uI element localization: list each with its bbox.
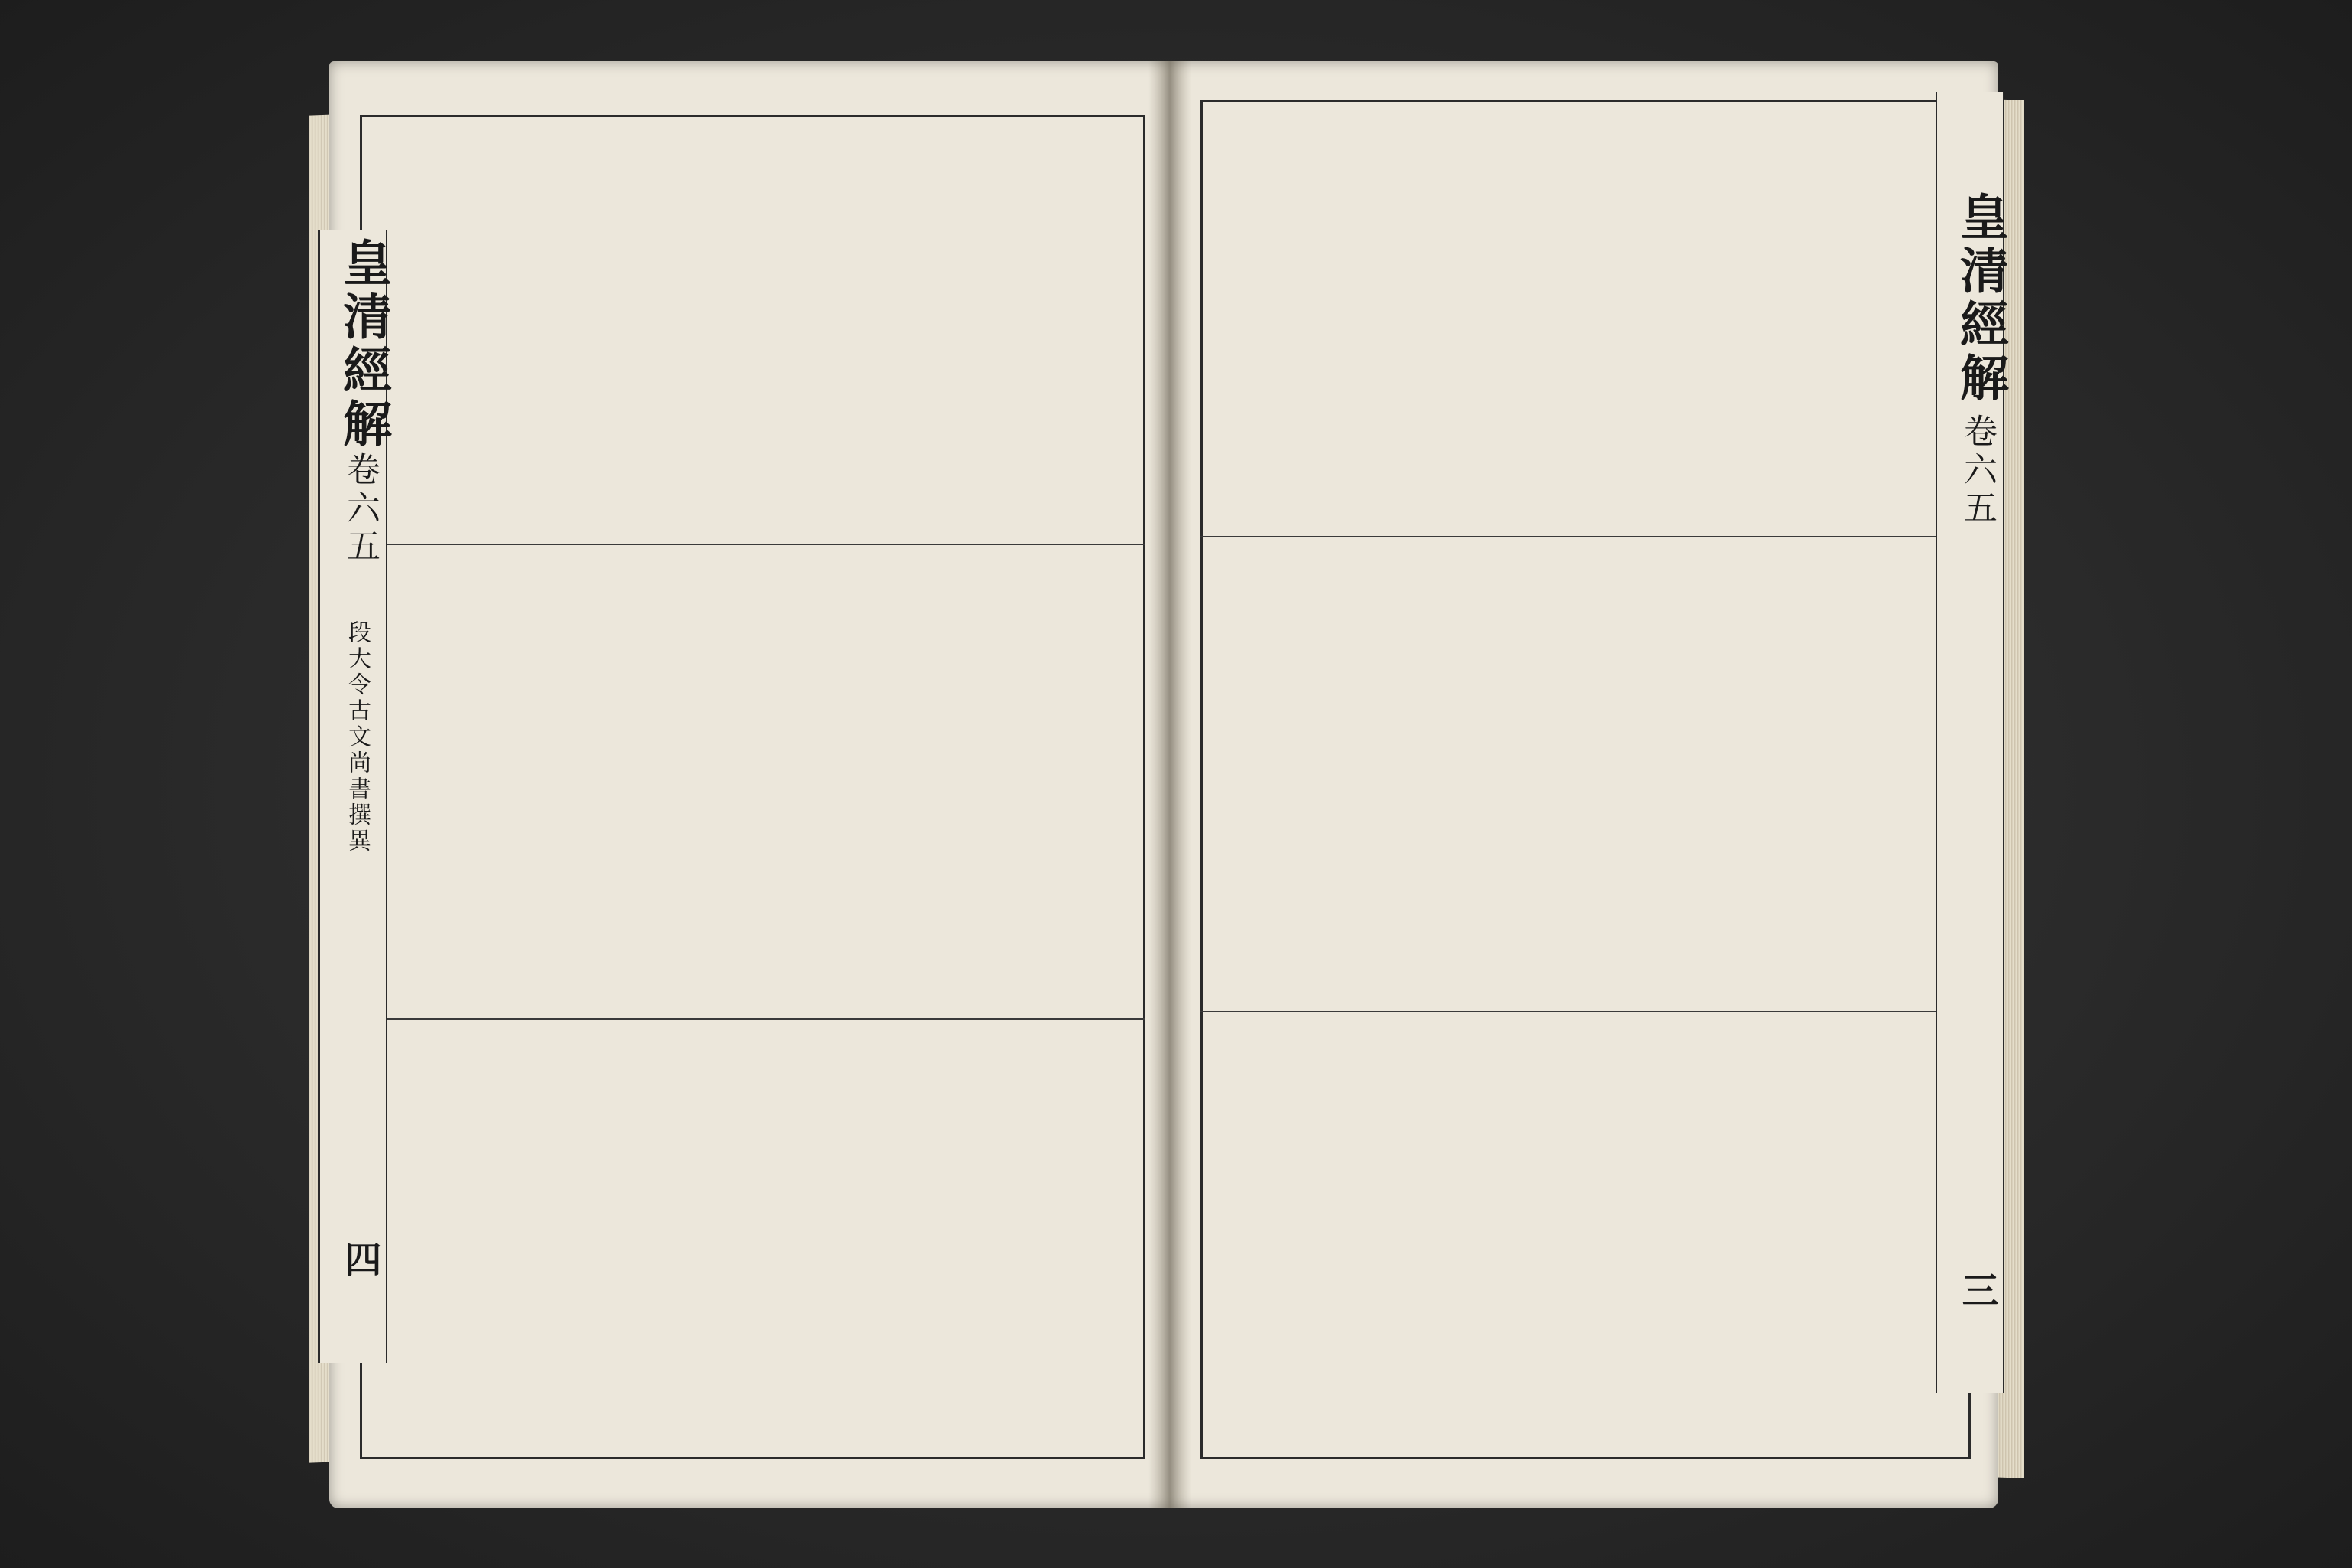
right-volume: 卷六五 — [1958, 413, 1997, 528]
left-author-credit: 段大令古文尚書撰異 — [344, 620, 371, 854]
left-register-line-1 — [360, 544, 1145, 545]
left-register-line-2 — [360, 1018, 1145, 1020]
right-page-number: 三 — [1955, 1271, 1998, 1312]
left-running-title: 皇清經解 — [335, 237, 392, 452]
right-banner-column — [1936, 92, 2009, 1393]
right-register-line-1 — [1200, 536, 1971, 537]
book-gutter — [1148, 61, 1191, 1508]
right-register-line-2 — [1200, 1011, 1971, 1012]
left-banner-column — [318, 230, 392, 1363]
left-page-number: 四 — [338, 1240, 381, 1282]
left-volume: 卷六五 — [341, 452, 380, 567]
right-running-title: 皇清經解 — [1952, 191, 2009, 406]
right-text-frame — [1200, 100, 1971, 1459]
left-text-frame — [360, 115, 1145, 1459]
